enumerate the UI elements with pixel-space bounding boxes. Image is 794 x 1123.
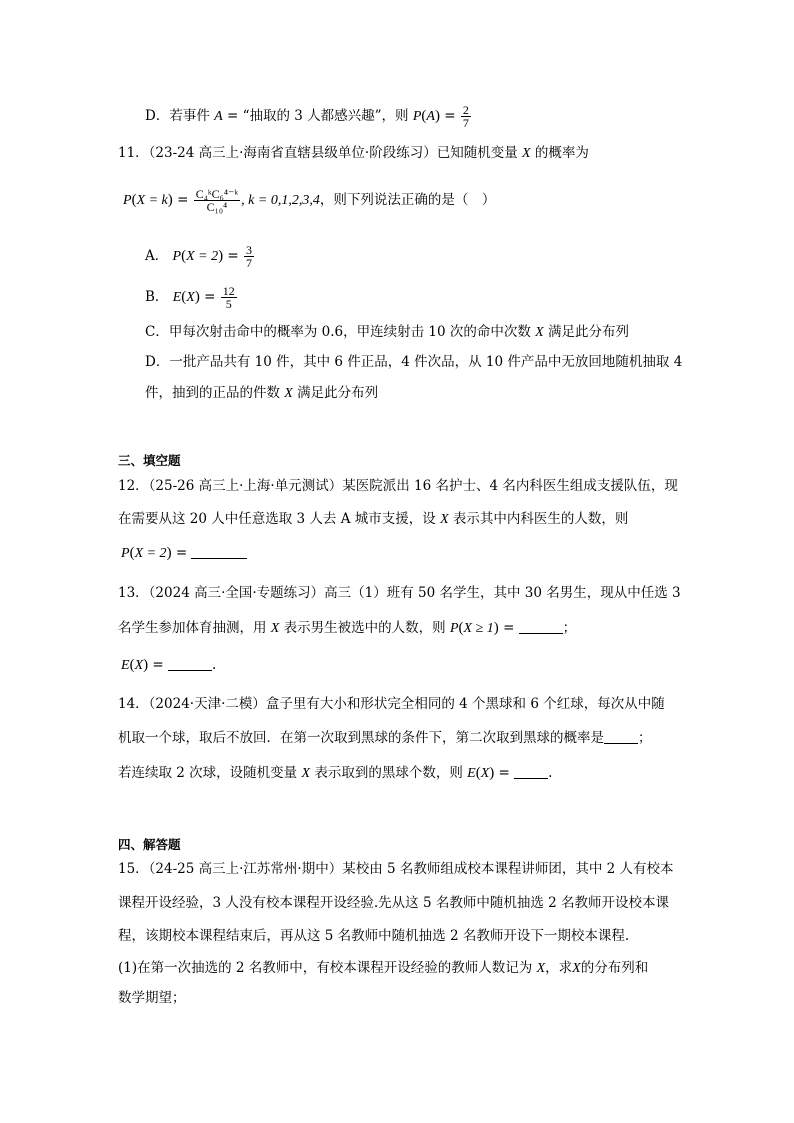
q11-optc-var: X bbox=[535, 325, 544, 340]
q13-line2-expr: P bbox=[449, 621, 459, 636]
q11-option-d-line1 bbox=[145, 352, 682, 372]
q13-line2a: 名学生参加体育抽测，用 bbox=[118, 620, 267, 636]
q15-line5 bbox=[118, 988, 186, 1008]
q13-line2: 名学生参加体育抽测，用 X 表示男生被选中的人数，则 P(X ≥ 1) = ； bbox=[118, 620, 577, 636]
q10-option-d: D．若事件 A = “抽取的 3 人都感兴趣”，则 P(A) = $\frac{2}{7}$ bbox=[145, 103, 469, 130]
q13-line3-arg: X bbox=[134, 658, 144, 673]
q14-line3-eq: = bbox=[498, 765, 510, 781]
q14-line2-text: 机取一个球，取后不放回．在第一次取到黑球的条件下，第二次取到黑球的概率是 bbox=[118, 730, 604, 746]
q11-stem-var: X bbox=[522, 146, 531, 161]
q13-line3: E(X) = . bbox=[121, 657, 217, 673]
q12-line2a: 在需要从这 20 人中任意选取 3 人去 A 城市支援，设 bbox=[118, 511, 436, 527]
q12-line2b: 表示其中内科医生的人数，则 bbox=[452, 511, 629, 527]
q11-optd-line2b: 满足此分布列 bbox=[297, 385, 379, 401]
q13-line3-eq: = bbox=[152, 657, 164, 673]
q12-line3-eq: = bbox=[175, 545, 188, 561]
q15-line4-var2: X bbox=[572, 961, 581, 976]
q15-line1 bbox=[118, 859, 674, 879]
q14-line3: 若连续取 2 次球，设随机变量 X 表示取到的黑球个数，则 E(X) = . bbox=[118, 765, 553, 781]
q11-stem bbox=[118, 143, 589, 164]
q15-line3 bbox=[118, 926, 629, 946]
q11-optb-label: B． bbox=[145, 289, 169, 305]
q15-line5-text: 数学期望； bbox=[118, 990, 186, 1006]
q11-formula: P(X = k) = $\frac{\text{C₄ᵏC₆⁴⁻ᵏ}}{\text{C₁₀⁴}}$ , k = 0,1,2,3,4，则下列说法正确的是（ ） bbox=[123, 187, 496, 214]
q13-answer-blank-1[interactable] bbox=[519, 619, 563, 634]
q13-line2-eq: = bbox=[503, 620, 515, 636]
q12-line2-var: X bbox=[440, 512, 449, 527]
q10-optd-arg: A bbox=[426, 109, 435, 124]
q13-line1-text: 13．（2024 高三·全国·专题练习）高三（1）班有 50 名学生，其中 30 名男生，现从中任选 3 bbox=[118, 585, 681, 601]
q11-option-c bbox=[145, 322, 629, 343]
q14-line1-text: 14．（2024·天津·二模）盒子里有大小和形状完全相同的 4 个黑球和 6 个红球，每次从中随 bbox=[118, 696, 665, 712]
q11-stem-text: 11．（23-24 高三上·海南省直辖县级单位·阶段练习）已知随机变量 bbox=[118, 145, 518, 161]
q15-line4b: ，求 bbox=[545, 960, 573, 976]
q12-answer-blank[interactable] bbox=[191, 544, 247, 559]
q14-line3-expr: E bbox=[467, 766, 476, 781]
q15-line1-text: 15．（24-25 高三上·江苏常州·期中）某校由 5 名教师组成校本课程讲师团，其中 2 人有校本 bbox=[118, 861, 674, 877]
q12-line2 bbox=[118, 509, 628, 530]
q15-line4a: (1)在第一次抽选的 2 名教师中，有校本课程开设经验的教师人数记为 bbox=[118, 960, 533, 976]
q14-line2 bbox=[118, 728, 652, 748]
q15-line3-text: 程，该期校本课程结束后，再从这 5 名教师中随机抽选 2 名教师开设下一期校本课程. bbox=[118, 928, 630, 944]
q13-line1 bbox=[118, 583, 681, 603]
q14-line3-var: X bbox=[301, 766, 311, 781]
q10-optd-var: A bbox=[214, 109, 223, 124]
q11-opta-expr: P bbox=[172, 249, 182, 264]
q11-optd-var: X bbox=[284, 386, 293, 401]
q14-answer-blank-1[interactable] bbox=[604, 729, 638, 744]
q14-line2-end: ； bbox=[638, 730, 652, 746]
q11-optc-text: C．甲每次射击命中的概率为 0.6，甲连续射击 10 次的命中次数 bbox=[145, 324, 531, 340]
q11-optb-arg: X bbox=[186, 290, 195, 305]
q10-optd-fraction: $\frac{2}{7}$ bbox=[462, 103, 469, 130]
q15-line4-var: X bbox=[536, 961, 546, 976]
q14-line3a: 若连续取 2 次球，设随机变量 bbox=[118, 765, 298, 781]
q11-formula-arg: X = k bbox=[136, 193, 168, 208]
q11-formula-tail: ，则下列说法正确的是（ ） bbox=[319, 192, 496, 208]
q10-optd-prob: P bbox=[412, 109, 422, 124]
section-3-title: 三、填空题 bbox=[118, 453, 181, 468]
q15-line4c: 的分布列和 bbox=[580, 960, 649, 976]
q11-formula-fraction: $\frac{\text{C₄ᵏC₆⁴⁻ᵏ}}{\text{C₁₀⁴}}$ bbox=[195, 187, 239, 214]
q12-line3: P(X = 2) = bbox=[121, 543, 247, 564]
q10-optd-mid: = “抽取的 3 人都感兴趣”，则 bbox=[226, 108, 409, 124]
q11-stem-end: 的概率为 bbox=[534, 145, 589, 161]
q15-line4 bbox=[118, 958, 648, 979]
q14-line3b: 表示取到的黑球个数，则 bbox=[314, 765, 463, 781]
q13-line2b: 表示男生被选中的人数，则 bbox=[283, 620, 446, 636]
q11-formula-k: , k = 0,1,2,3,4 bbox=[241, 193, 320, 208]
q13-line2-arg: X ≥ 1 bbox=[463, 621, 494, 636]
q11-optb-expr: E bbox=[172, 290, 182, 305]
q11-formula-lhs: P bbox=[123, 193, 132, 208]
q11-optb-fraction: $\frac{12}{5}$ bbox=[222, 284, 235, 311]
q13-line3-end: . bbox=[212, 657, 217, 673]
q13-answer-blank-2[interactable] bbox=[168, 656, 212, 671]
q14-answer-blank-2[interactable] bbox=[514, 764, 548, 779]
q13-line2-var: X bbox=[270, 621, 280, 636]
q12-line3-arg: X = 2 bbox=[134, 546, 167, 561]
q11-opta-label: A． bbox=[145, 248, 169, 264]
q11-optd-line1-text: D．一批产品共有 10 件，其中 6 件正品，4 件次品，从 10 件产品中无放回地随机抽取 4 bbox=[145, 354, 683, 370]
q14-line3-end: . bbox=[548, 765, 553, 781]
q11-option-a: A． P(X = 2) = $\frac{3}{7}$ bbox=[145, 243, 253, 270]
q11-opta-arg: X = 2 bbox=[186, 249, 219, 264]
q10-optd-prefix: D．若事件 bbox=[145, 108, 210, 124]
q12-line1 bbox=[118, 476, 678, 496]
q12-line3-expr: P bbox=[121, 546, 130, 561]
section-4-title: 四、解答题 bbox=[118, 837, 181, 852]
q14-line1 bbox=[118, 694, 665, 714]
q12-line1-text: 12．（25-26 高三上·上海·单元测试）某医院派出 16 名护士、4 名内科医生组成支援队伍，现 bbox=[118, 478, 678, 494]
q15-line2-text: 课程开设经验，3 人没有校本课程开设经验.先从这 5 名教师中随机抽选 2 名教师开设校本课 bbox=[118, 895, 670, 911]
q13-line3-expr: E bbox=[121, 658, 130, 673]
q11-option-b: B． E(X) = $\frac{12}{5}$ bbox=[145, 284, 235, 311]
q15-line2 bbox=[118, 893, 669, 913]
q14-line3-arg: X bbox=[480, 766, 490, 781]
q11-option-d-line2 bbox=[145, 383, 378, 404]
q11-optc-end: 满足此分布列 bbox=[548, 324, 630, 340]
q13-line2-end: ； bbox=[562, 620, 577, 636]
q11-opta-fraction: $\frac{3}{7}$ bbox=[246, 243, 253, 270]
q11-optd-line2a: 件，抽到的正品的件数 bbox=[145, 385, 280, 401]
